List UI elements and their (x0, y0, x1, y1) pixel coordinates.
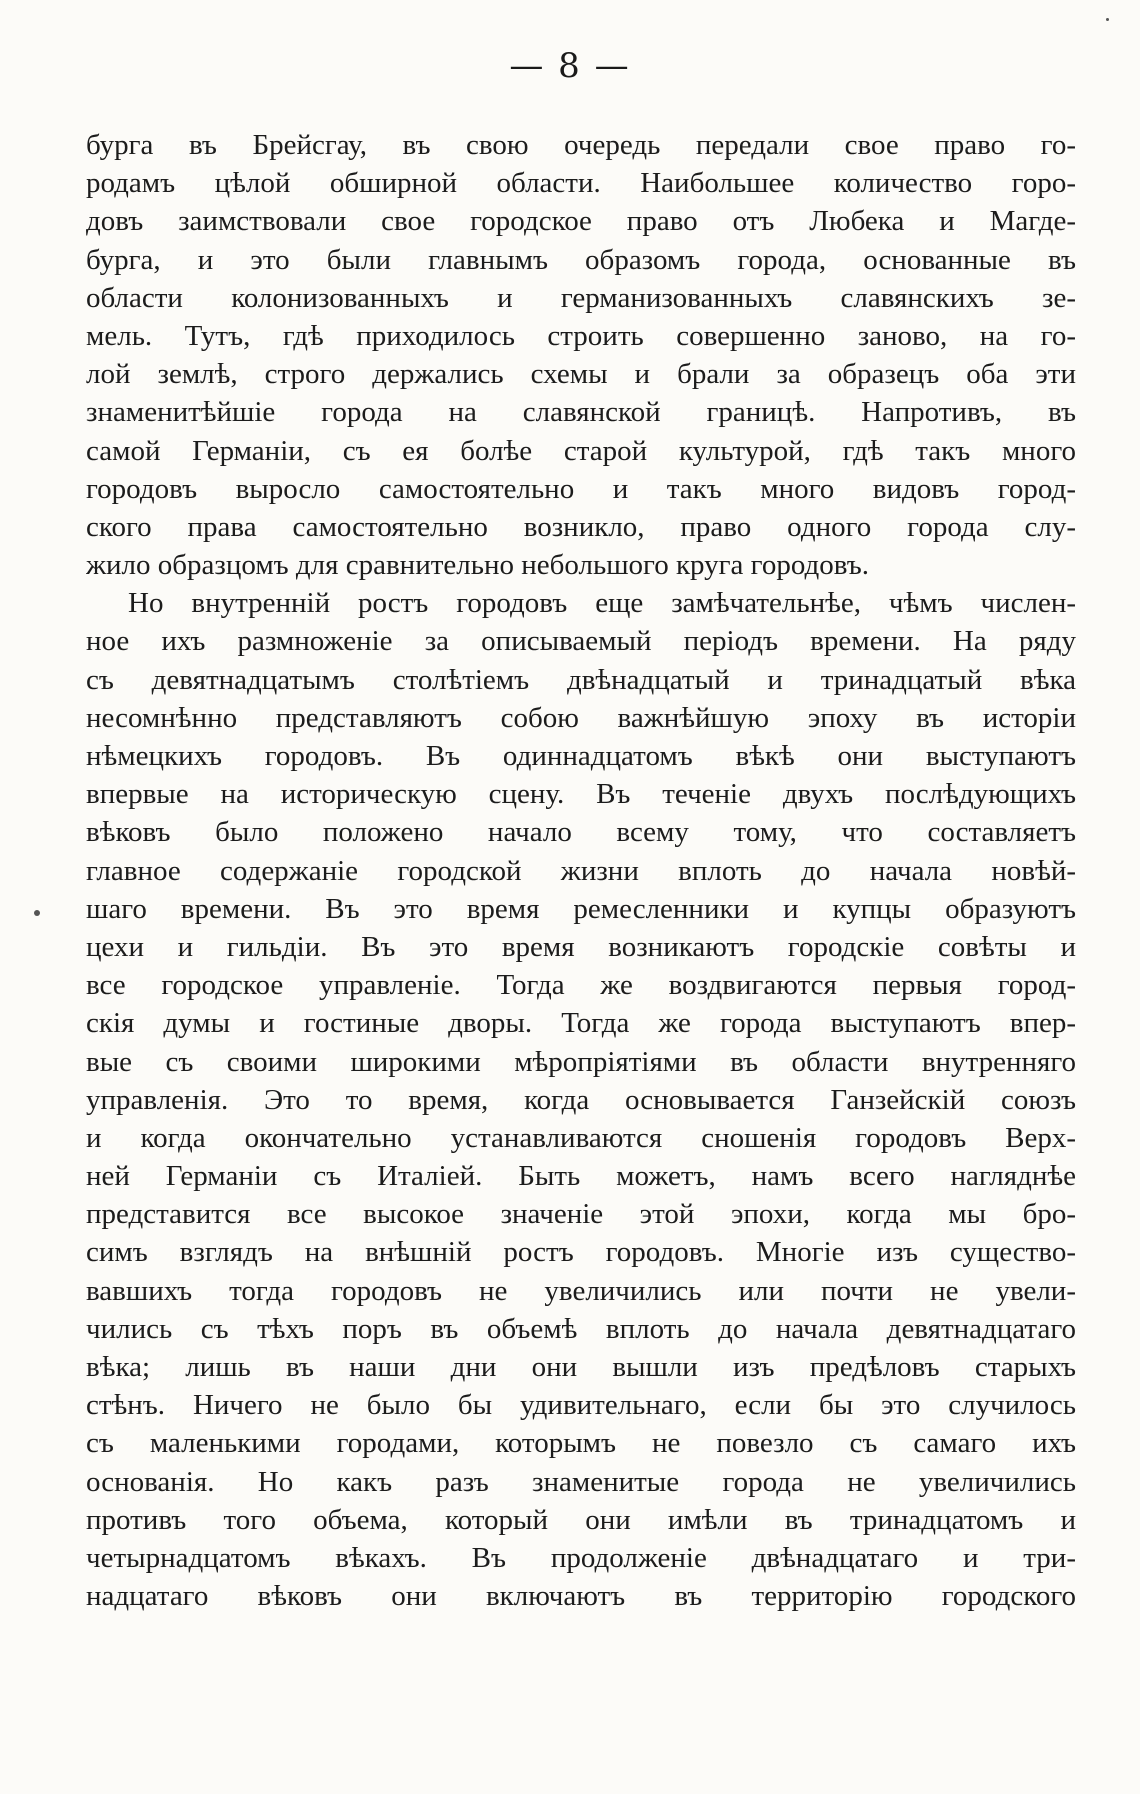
text-line: области колонизованныхъ и германизованныхъ славянскихъ зе- (86, 281, 1076, 314)
paragraph-2 (86, 584, 1076, 1615)
ink-speck (1106, 18, 1109, 21)
text-line: шаго времени. Въ это время ремесленники и купцы образуютъ (86, 892, 1076, 925)
text-line: ней Германіи съ Италіей. Быть можетъ, намъ всего нагляднѣе (86, 1160, 1076, 1193)
text-line: бурга, и это были главнымъ образомъ города, основанные въ (86, 243, 1076, 276)
text-line: ского права самостоятельно возникло, право одного города слу- (86, 510, 1076, 543)
text-line: цехи и гильдіи. Въ это время возникаютъ городскіе совѣты и (86, 930, 1076, 963)
text-line: и когда окончательно устанавливаются сношенія городовъ Верх- (86, 1121, 1076, 1154)
text-line: ное ихъ размноженіе за описываемый періодъ времени. На ряду (86, 625, 1076, 658)
text-line: впервые на историческую сцену. Въ теченіе двухъ послѣдующихъ (86, 778, 1076, 811)
text-line: бурга въ Брейсгау, въ свою очередь передали свое право го- (86, 129, 1076, 161)
body-text (86, 126, 1076, 1615)
text-line: основанія. Но какъ разъ знаменитые города не увеличились (86, 1465, 1076, 1498)
text-line: вые съ своими широкими мѣропріятіями въ области внутренняго (86, 1045, 1076, 1078)
text-line: главное содержаніе городской жизни вплоть до начала новѣй- (86, 854, 1076, 887)
paragraph-1 (86, 126, 1076, 584)
text-line: чились съ тѣхъ поръ въ объемѣ вплоть до начала девятнадцатаго (86, 1312, 1076, 1345)
text-line: все городское управленіе. Тогда же воздвигаются первыя город- (86, 969, 1076, 1002)
text-line: надцатаго вѣковъ они включаютъ въ территорію городского (86, 1580, 1076, 1613)
text-line: городовъ выросло самостоятельно и такъ много видовъ город- (86, 472, 1076, 505)
text-line: самой Германіи, съ ея болѣе старой культурой, гдѣ такъ много (86, 434, 1076, 467)
text-line: вавшихъ тогда городовъ не увеличились или почти не увели- (86, 1274, 1076, 1307)
text-line: скія думы и гостиные дворы. Тогда же города выступаютъ впер- (86, 1007, 1076, 1040)
text-line: четырнадцатомъ вѣкахъ. Въ продолженіе двѣнадцатаго и три- (86, 1541, 1076, 1574)
text-line: довъ заимствовали свое городское право отъ Любека и Магде- (86, 205, 1076, 238)
text-line: съ маленькими городами, которымъ не повезло съ самаго ихъ (86, 1427, 1076, 1460)
text-line: несомнѣнно представляютъ собою важнѣйшую эпоху въ исторіи (86, 701, 1076, 734)
text-line: симъ взглядъ на внѣшній ростъ городовъ. Многіе изъ существо- (86, 1236, 1076, 1269)
text-line: вѣковъ было положено начало всему тому, что составляетъ (86, 816, 1076, 849)
text-line: стѣнъ. Ничего не было бы удивительнаго, если бы это случилось (86, 1389, 1076, 1422)
text-line: съ девятнадцатымъ столѣтіемъ двѣнадцатый и тринадцатый вѣка (86, 663, 1076, 696)
text-line: вѣка; лишь въ наши дни они вышли изъ предѣловъ старыхъ (86, 1351, 1076, 1383)
text-line: родамъ цѣлой обширной области. Наибольшее количество горо- (86, 167, 1076, 200)
text-line: управленія. Это то время, когда основывается Ганзейскій союзъ (86, 1083, 1076, 1116)
text-line: противъ того объема, который они имѣли въ тринадцатомъ и (86, 1503, 1076, 1536)
text-line: жило образцомъ для сравнительно небольшого круга городовъ. (86, 549, 869, 582)
text-line: представится все высокое значеніе этой эпохи, когда мы бро- (86, 1198, 1076, 1231)
text-line: Но внутренній ростъ городовъ еще замѣчательнѣе, чѣмъ числен- (128, 587, 1076, 620)
text-line: знаменитѣйшіе города на славянской границѣ. Напротивъ, въ (86, 396, 1076, 429)
text-line: нѣмецкихъ городовъ. Въ одиннадцатомъ вѣкѣ они выступаютъ (86, 740, 1076, 772)
ink-speck (34, 910, 40, 916)
text-line: мель. Тутъ, гдѣ приходилось строить совершенно заново, на го- (86, 319, 1076, 352)
text-line: лой землѣ, строго держались схемы и брали за образецъ оба эти (86, 358, 1076, 391)
page-number: — 8 — (509, 46, 631, 86)
